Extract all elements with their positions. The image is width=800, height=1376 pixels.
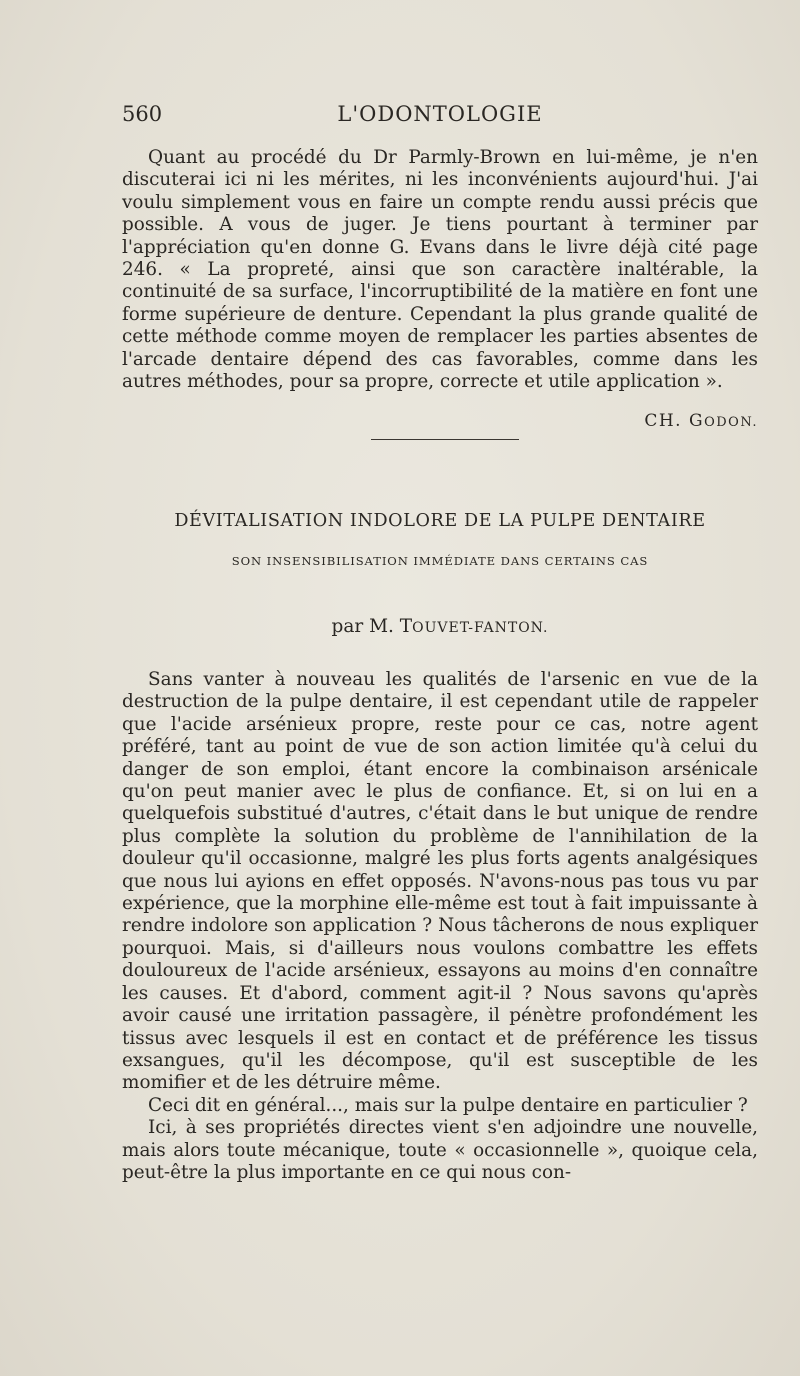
paragraph: Ceci dit en général..., mais sur la pulpe dentaire en particulier ?: [148, 1094, 748, 1116]
author-signature: [644, 411, 758, 431]
author-prefix: par M. T: [331, 616, 413, 637]
section-divider: [371, 439, 519, 440]
signature-rest: ODON.: [704, 415, 758, 430]
paragraph: Quant au procédé du Dr Parmly-Brown en lui-même, je n'en discuterai ici ni les mérites, ni les inconvénients aujourd'hui. J'ai voulu simplement vous en faire un compte rendu aussi précis que possible. A vous de juger. Je tiens pourtant à terminer par l'appréciation qu'en donne G. Evans dans le livre déjà cité page 246. « La propreté, ainsi que son caractère inaltérable, la continuité de sa surface, l'incorruptibilité de la matière en font une forme supérieure de denture. Cependant la plus grande qualité de cette méthode comme moyen de remplacer les parties absentes de l'arcade dentaire dépend des cas favorables, comme dans les autres méthodes, pour sa propre, correcte et utile application ».: [122, 147, 758, 393]
article-author: [122, 616, 758, 637]
article-body: [122, 669, 758, 1184]
page-header: [122, 102, 758, 132]
running-title: L'ODONTOLOGIE: [337, 102, 543, 126]
paragraph: Ici, à ses propriétés directes vient s'en adjoindre une nouvelle, mais alors toute mécanique, toute « occasionnelle », quoique cela, peut-être la plus importante en ce qui nous con-: [122, 1117, 758, 1183]
signature-initial: CH. G: [644, 411, 705, 431]
paragraph: Sans vanter à nouveau les qualités de l'arsenic en vue de la destruction de la pulpe dentaire, il est cependant utile de rappeler que l'acide arsénieux propre, reste pour ce cas, notre agent préféré, tant au point de vue de son action limitée qu'à celui du danger de son emploi, étant encore la combinaison arsénicale qu'on peut manier avec le plus de confiance. Et, si on lui en a quelquefois substitué d'autres, c'était dans le but unique de rendre plus complète la solution du problème de l'annihilation de la douleur qu'il occasionne, malgré les plus forts agents analgésiques que nous lui ayions en effet opposés. N'avons-nous pas tous vu par expérience, que la morphine elle-même est tout à fait impuissante à rendre indolore son application ? Nous tâcherons de nous expliquer pourquoi. Mais, si d'ailleurs nous voulons combattre les effets douloureux de l'acide arsénieux, essayons au moins d'en connaître les causes. Et d'abord, comment agit-il ? Nous savons qu'après avoir causé une irritation passagère, il pénètre profondément les tissus avec lesquels il est en contact et de préférence les tissus exsangues, qu'il les décompose, qu'il est susceptible de les momifier et de les détruire même.: [122, 669, 758, 1094]
page-number: 560: [122, 102, 163, 126]
article-subtitle: SON INSENSIBILISATION IMMÉDIATE DANS CERTAINS CAS: [231, 554, 649, 568]
previous-article-conclusion: [122, 147, 758, 393]
article-title: DÉVITALISATION INDOLORE DE LA PULPE DENTAIRE: [174, 511, 706, 531]
author-caps: OUVET-FANTON.: [412, 620, 549, 636]
